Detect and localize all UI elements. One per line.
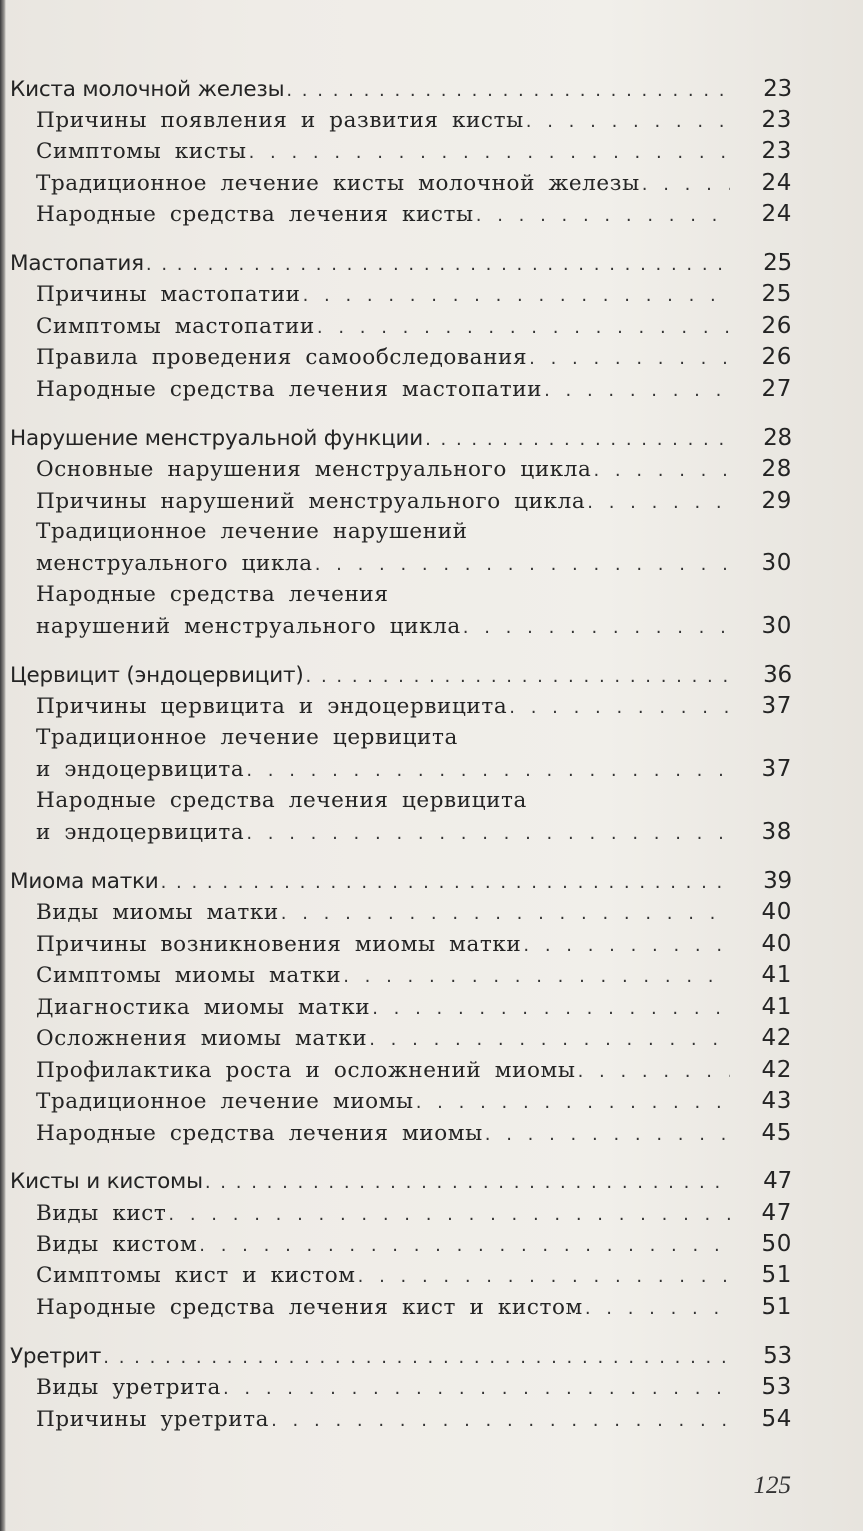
toc-section[interactable] xyxy=(36,1025,792,1061)
toc-entry-page: 51 xyxy=(761,1262,792,1288)
toc-section[interactable] xyxy=(36,1262,792,1298)
toc-entry-page: 24 xyxy=(761,201,792,227)
dot-leader xyxy=(249,142,730,163)
toc-entry-page: 47 xyxy=(761,1200,792,1226)
toc-entry-page: 23 xyxy=(763,76,792,102)
toc-entry-page: 39 xyxy=(763,868,792,894)
toc-entry-page: 30 xyxy=(761,613,792,639)
dot-leader xyxy=(199,1235,730,1256)
toc-section[interactable] xyxy=(36,281,792,317)
dot-leader xyxy=(529,348,730,369)
toc-section[interactable] xyxy=(36,456,792,492)
dot-leader xyxy=(286,80,730,101)
toc-section-first-line[interactable]: Народные средства лечения цервицита xyxy=(36,788,527,813)
dot-leader xyxy=(223,1378,730,1399)
toc-entry-page: 42 xyxy=(761,1025,792,1051)
toc-entry-title: Симптомы кист и кистом xyxy=(36,1263,356,1288)
toc-section[interactable] xyxy=(36,1406,792,1442)
toc-entry-page: 37 xyxy=(761,693,792,719)
toc-entry-title: менструального цикла xyxy=(36,551,313,576)
toc-entry-title: Уретрит xyxy=(10,1344,102,1369)
toc-entry-page: 36 xyxy=(763,662,792,688)
dot-leader xyxy=(246,823,730,844)
toc-section[interactable] xyxy=(36,693,792,729)
toc-entry-title: Правила проведения самообследования xyxy=(36,345,528,370)
toc-section[interactable] xyxy=(36,201,792,237)
toc-entry-page: 23 xyxy=(761,107,792,133)
toc-entry-title: Причины цервицита и эндоцервицита xyxy=(36,694,508,719)
dot-leader xyxy=(523,935,730,956)
dot-leader xyxy=(485,1124,730,1145)
toc-section[interactable] xyxy=(36,138,792,174)
toc-section[interactable] xyxy=(36,1120,792,1156)
dot-leader xyxy=(593,460,730,481)
toc-entry-page: 40 xyxy=(761,931,792,957)
toc-entry-page: 53 xyxy=(763,1343,792,1369)
dot-leader xyxy=(306,666,730,687)
toc-entry-page: 23 xyxy=(761,138,792,164)
toc-entry-title: Традиционное лечение кисты молочной железы xyxy=(36,171,640,196)
toc-entry-title: Виды уретрита xyxy=(36,1375,221,1400)
toc-section[interactable] xyxy=(36,376,792,412)
toc-entry-title: Виды кист xyxy=(36,1201,167,1226)
toc-entry-title: Виды кистом xyxy=(36,1232,198,1257)
toc-entry-title: Причины уретрита xyxy=(36,1407,270,1432)
toc-entry-title: Традиционное лечение миомы xyxy=(36,1089,414,1114)
dot-leader xyxy=(476,205,730,226)
dot-leader xyxy=(246,760,730,781)
toc-entry-page: 26 xyxy=(761,313,792,339)
toc-entry-page: 27 xyxy=(761,376,792,402)
toc-entry-title: Осложнения миомы матки xyxy=(36,1026,368,1051)
dot-leader xyxy=(317,317,730,338)
dot-leader xyxy=(271,1410,730,1431)
dot-leader xyxy=(343,966,730,987)
toc-entry-title: Народные средства лечения кисты xyxy=(36,202,474,227)
toc-entry-page: 25 xyxy=(761,281,792,307)
dot-leader xyxy=(358,1266,730,1287)
toc-entry-page: 38 xyxy=(761,819,792,845)
toc-entry-title: Цервицит (эндоцервицит) xyxy=(10,663,304,688)
page-number: 125 xyxy=(753,1472,791,1499)
toc-entry-page: 43 xyxy=(761,1088,792,1114)
toc-entry-title: и эндоцервицита xyxy=(36,820,245,845)
toc-entry-title: Народные средства лечения мастопатии xyxy=(36,377,543,402)
toc-section[interactable] xyxy=(36,819,792,855)
toc-entry-title: Киста молочной железы xyxy=(10,77,285,102)
dot-leader xyxy=(463,617,730,638)
toc-entry-title: Основные нарушения менструального цикла xyxy=(36,457,592,482)
toc-entry-title: Виды миомы матки xyxy=(36,900,279,925)
dot-leader xyxy=(161,872,730,893)
toc-entry-page: 37 xyxy=(761,756,792,782)
toc-section-first-line[interactable]: Традиционное лечение цервицита xyxy=(36,725,458,750)
dot-leader xyxy=(369,1029,730,1050)
dot-leader xyxy=(103,1347,730,1368)
dot-leader xyxy=(303,285,730,306)
toc-entry-page: 45 xyxy=(761,1120,792,1146)
toc-entry-title: Причины возникновения миомы матки xyxy=(36,932,522,957)
dot-leader xyxy=(416,1092,730,1113)
toc-entry-page: 26 xyxy=(761,344,792,370)
toc-entry-title: и эндоцервицита xyxy=(36,757,245,782)
toc-entry-title: Симптомы мастопатии xyxy=(36,314,315,339)
toc-entry-title: Народные средства лечения миомы xyxy=(36,1121,483,1146)
toc-entry-title: Симптомы кисты xyxy=(36,139,247,164)
toc-section-first-line[interactable]: Традиционное лечение нарушений xyxy=(36,519,468,544)
toc-entry-title: Симптомы миомы матки xyxy=(36,963,342,988)
dot-leader xyxy=(205,1172,730,1193)
toc-entry-page: 29 xyxy=(761,488,792,514)
toc-entry-page: 42 xyxy=(761,1057,792,1083)
toc-entry-title: Профилактика роста и осложнений миомы xyxy=(36,1058,576,1083)
dot-leader xyxy=(587,492,730,513)
toc-entry-title: Причины нарушений менструального цикла xyxy=(36,489,586,514)
toc-entry-page: 25 xyxy=(763,250,792,276)
dot-leader xyxy=(372,998,730,1019)
toc-entry-page: 40 xyxy=(761,899,792,925)
dot-leader xyxy=(146,254,730,275)
dot-leader xyxy=(315,554,730,575)
toc-section[interactable] xyxy=(36,1294,792,1330)
toc-section[interactable] xyxy=(36,1088,792,1124)
toc-chapter[interactable] xyxy=(10,1168,792,1204)
toc-entry-page: 53 xyxy=(761,1374,792,1400)
dot-leader xyxy=(544,380,730,401)
toc-section[interactable] xyxy=(36,1374,792,1410)
toc-entry-page: 50 xyxy=(761,1231,792,1257)
toc-entry-page: 28 xyxy=(761,456,792,482)
toc-section-first-line[interactable]: Народные средства лечения xyxy=(36,582,389,607)
toc-entry-page: 24 xyxy=(761,170,792,196)
toc-entry-page: 41 xyxy=(761,994,792,1020)
dot-leader xyxy=(526,111,730,132)
toc-entry-page: 41 xyxy=(761,962,792,988)
dot-leader xyxy=(578,1061,730,1082)
toc-entry-title: Народные средства лечения кист и кистом xyxy=(36,1295,583,1320)
toc-entry-page: 51 xyxy=(761,1294,792,1320)
dot-leader xyxy=(425,429,730,450)
dot-leader xyxy=(585,1298,730,1319)
toc-entry-title: Мастопатия xyxy=(10,251,144,276)
toc-section[interactable] xyxy=(36,613,792,649)
toc-entry-page: 47 xyxy=(763,1168,792,1194)
toc-section[interactable] xyxy=(36,550,792,586)
toc-entry-title: Причины появления и развития кисты xyxy=(36,108,524,133)
toc-entry-page: 30 xyxy=(761,550,792,576)
toc-section[interactable] xyxy=(36,756,792,792)
dot-leader xyxy=(281,903,730,924)
toc-entry-title: Миома матки xyxy=(10,869,159,894)
toc-section[interactable] xyxy=(36,344,792,380)
toc-entry-title: Диагностика миомы матки xyxy=(36,995,371,1020)
dot-leader xyxy=(642,174,730,195)
toc-entry-title: Причины мастопатии xyxy=(36,282,301,307)
toc-section[interactable] xyxy=(36,899,792,935)
toc-entry-page: 54 xyxy=(761,1406,792,1432)
dot-leader xyxy=(168,1204,730,1225)
dot-leader xyxy=(509,697,730,718)
toc-section[interactable] xyxy=(36,962,792,998)
toc-entry-title: Нарушение менструальной функции xyxy=(10,426,424,451)
toc-entry-title: Кисты и кистомы xyxy=(10,1169,203,1194)
toc-entry-title: нарушений менструального цикла xyxy=(36,614,461,639)
toc-entry-page: 28 xyxy=(763,425,792,451)
